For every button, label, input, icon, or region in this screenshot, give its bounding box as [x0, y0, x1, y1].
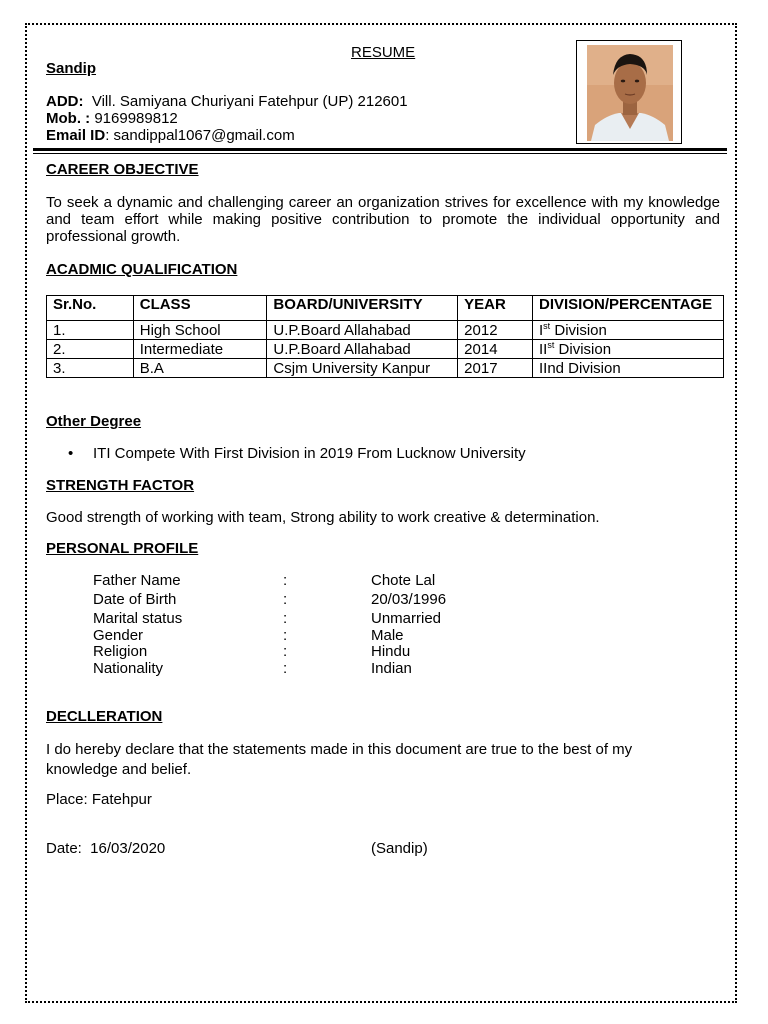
other-degree-heading: Other Degree — [46, 413, 142, 430]
profile-label: Religion — [93, 643, 148, 660]
declaration-date: Date: 16/03/2020 — [46, 840, 166, 857]
profile-value: Unmarried — [371, 610, 442, 627]
cell-year: 2017 — [458, 359, 533, 378]
cell-board: Csjm University Kanpur — [267, 359, 458, 378]
strength-heading: STRENGTH FACTOR — [46, 477, 195, 494]
column-header: DIVISION/PERCENTAGE — [533, 296, 724, 321]
column-header: CLASS — [133, 296, 267, 321]
profile-label: Date of Birth — [93, 591, 177, 608]
declaration-place: Place: Fatehpur — [46, 791, 152, 808]
profile-separator: : — [283, 610, 288, 627]
cell-division — [533, 321, 724, 340]
profile-separator: : — [283, 572, 288, 589]
header-divider-thick — [33, 148, 727, 151]
cell-sr: 3. — [47, 359, 134, 378]
personal-profile-heading: PERSONAL PROFILE — [46, 540, 199, 557]
division-suffix: Division — [550, 321, 607, 339]
header-divider-thin — [33, 153, 727, 154]
division-prefix: II — [539, 340, 548, 358]
division-superscript: st — [543, 320, 551, 331]
profile-label: Marital status — [93, 610, 183, 627]
profile-separator: : — [283, 660, 288, 677]
cell-class: Intermediate — [133, 340, 267, 359]
cell-sr: 1. — [47, 321, 134, 340]
mobile-line — [46, 110, 178, 127]
profile-photo — [576, 40, 682, 144]
other-degree-item: ITI Compete With First Division in 2019 From Lucknow University — [93, 445, 526, 462]
division-prefix: I — [539, 321, 544, 339]
profile-separator: : — [283, 643, 288, 660]
address-line — [46, 93, 408, 110]
declaration-heading: DECLLERATION — [46, 708, 163, 725]
cell-class: High School — [133, 321, 267, 340]
division-suffix: Division — [554, 340, 612, 358]
profile-separator: : — [283, 627, 288, 644]
declaration-text: I do hereby declare that the statements made in this document are true to the best of my knowledge and belief. — [46, 741, 633, 778]
email-line — [46, 127, 295, 144]
column-header: YEAR — [458, 296, 533, 321]
career-objective-heading: CAREER OBJECTIVE — [46, 161, 199, 178]
address-label: ADD: — [46, 93, 84, 110]
profile-value: Indian — [371, 660, 412, 677]
mobile-label: Mob. : — [46, 110, 91, 127]
email-value: : sandippal1067@gmail.com — [105, 127, 295, 144]
profile-label: Father Name — [93, 572, 181, 589]
column-header: Sr.No. — [47, 296, 134, 321]
profile-label: Gender — [93, 627, 144, 644]
career-objective-text: To seek a dynamic and challenging career an organization strives for excellence with my knowledge and team effort while making positive contribution to promote the individual opportunity and professional growth. — [46, 194, 720, 245]
cell-year: 2014 — [458, 340, 533, 359]
table-row — [47, 321, 724, 340]
profile-separator: : — [283, 591, 288, 608]
profile-label: Nationality — [93, 660, 164, 677]
portrait-image — [587, 45, 673, 141]
division-prefix: IInd Division — [539, 359, 621, 377]
strength-text: Good strength of working with team, Strong ability to work creative & determination. — [46, 509, 600, 526]
signature: (Sandip) — [371, 840, 428, 857]
mobile-value: 9169989812 — [94, 110, 178, 127]
bullet-icon: • — [68, 445, 74, 462]
cell-division — [533, 359, 724, 378]
table-row — [47, 340, 724, 359]
resume-title: RESUME — [351, 44, 416, 61]
cell-sr: 2. — [47, 340, 134, 359]
profile-value: Chote Lal — [371, 572, 436, 589]
cell-board: U.P.Board Allahabad — [267, 340, 458, 359]
profile-value: Male — [371, 627, 404, 644]
cell-board: U.P.Board Allahabad — [267, 321, 458, 340]
cell-year: 2012 — [458, 321, 533, 340]
qualification-table — [46, 295, 724, 378]
column-header: BOARD/UNIVERSITY — [267, 296, 458, 321]
candidate-name: Sandip — [46, 60, 97, 77]
email-label: Email ID — [46, 127, 106, 144]
profile-value: 20/03/1996 — [371, 591, 447, 608]
address-value: Vill. Samiyana Churiyani Fatehpur (UP) 212601 — [91, 93, 408, 110]
cell-class: B.A — [133, 359, 267, 378]
qualification-heading: ACADMIC QUALIFICATION — [46, 261, 238, 278]
cell-division — [533, 340, 724, 359]
profile-value: Hindu — [371, 643, 411, 660]
division-superscript: st — [547, 339, 555, 350]
table-header-row — [47, 296, 724, 321]
table-row — [47, 359, 724, 378]
